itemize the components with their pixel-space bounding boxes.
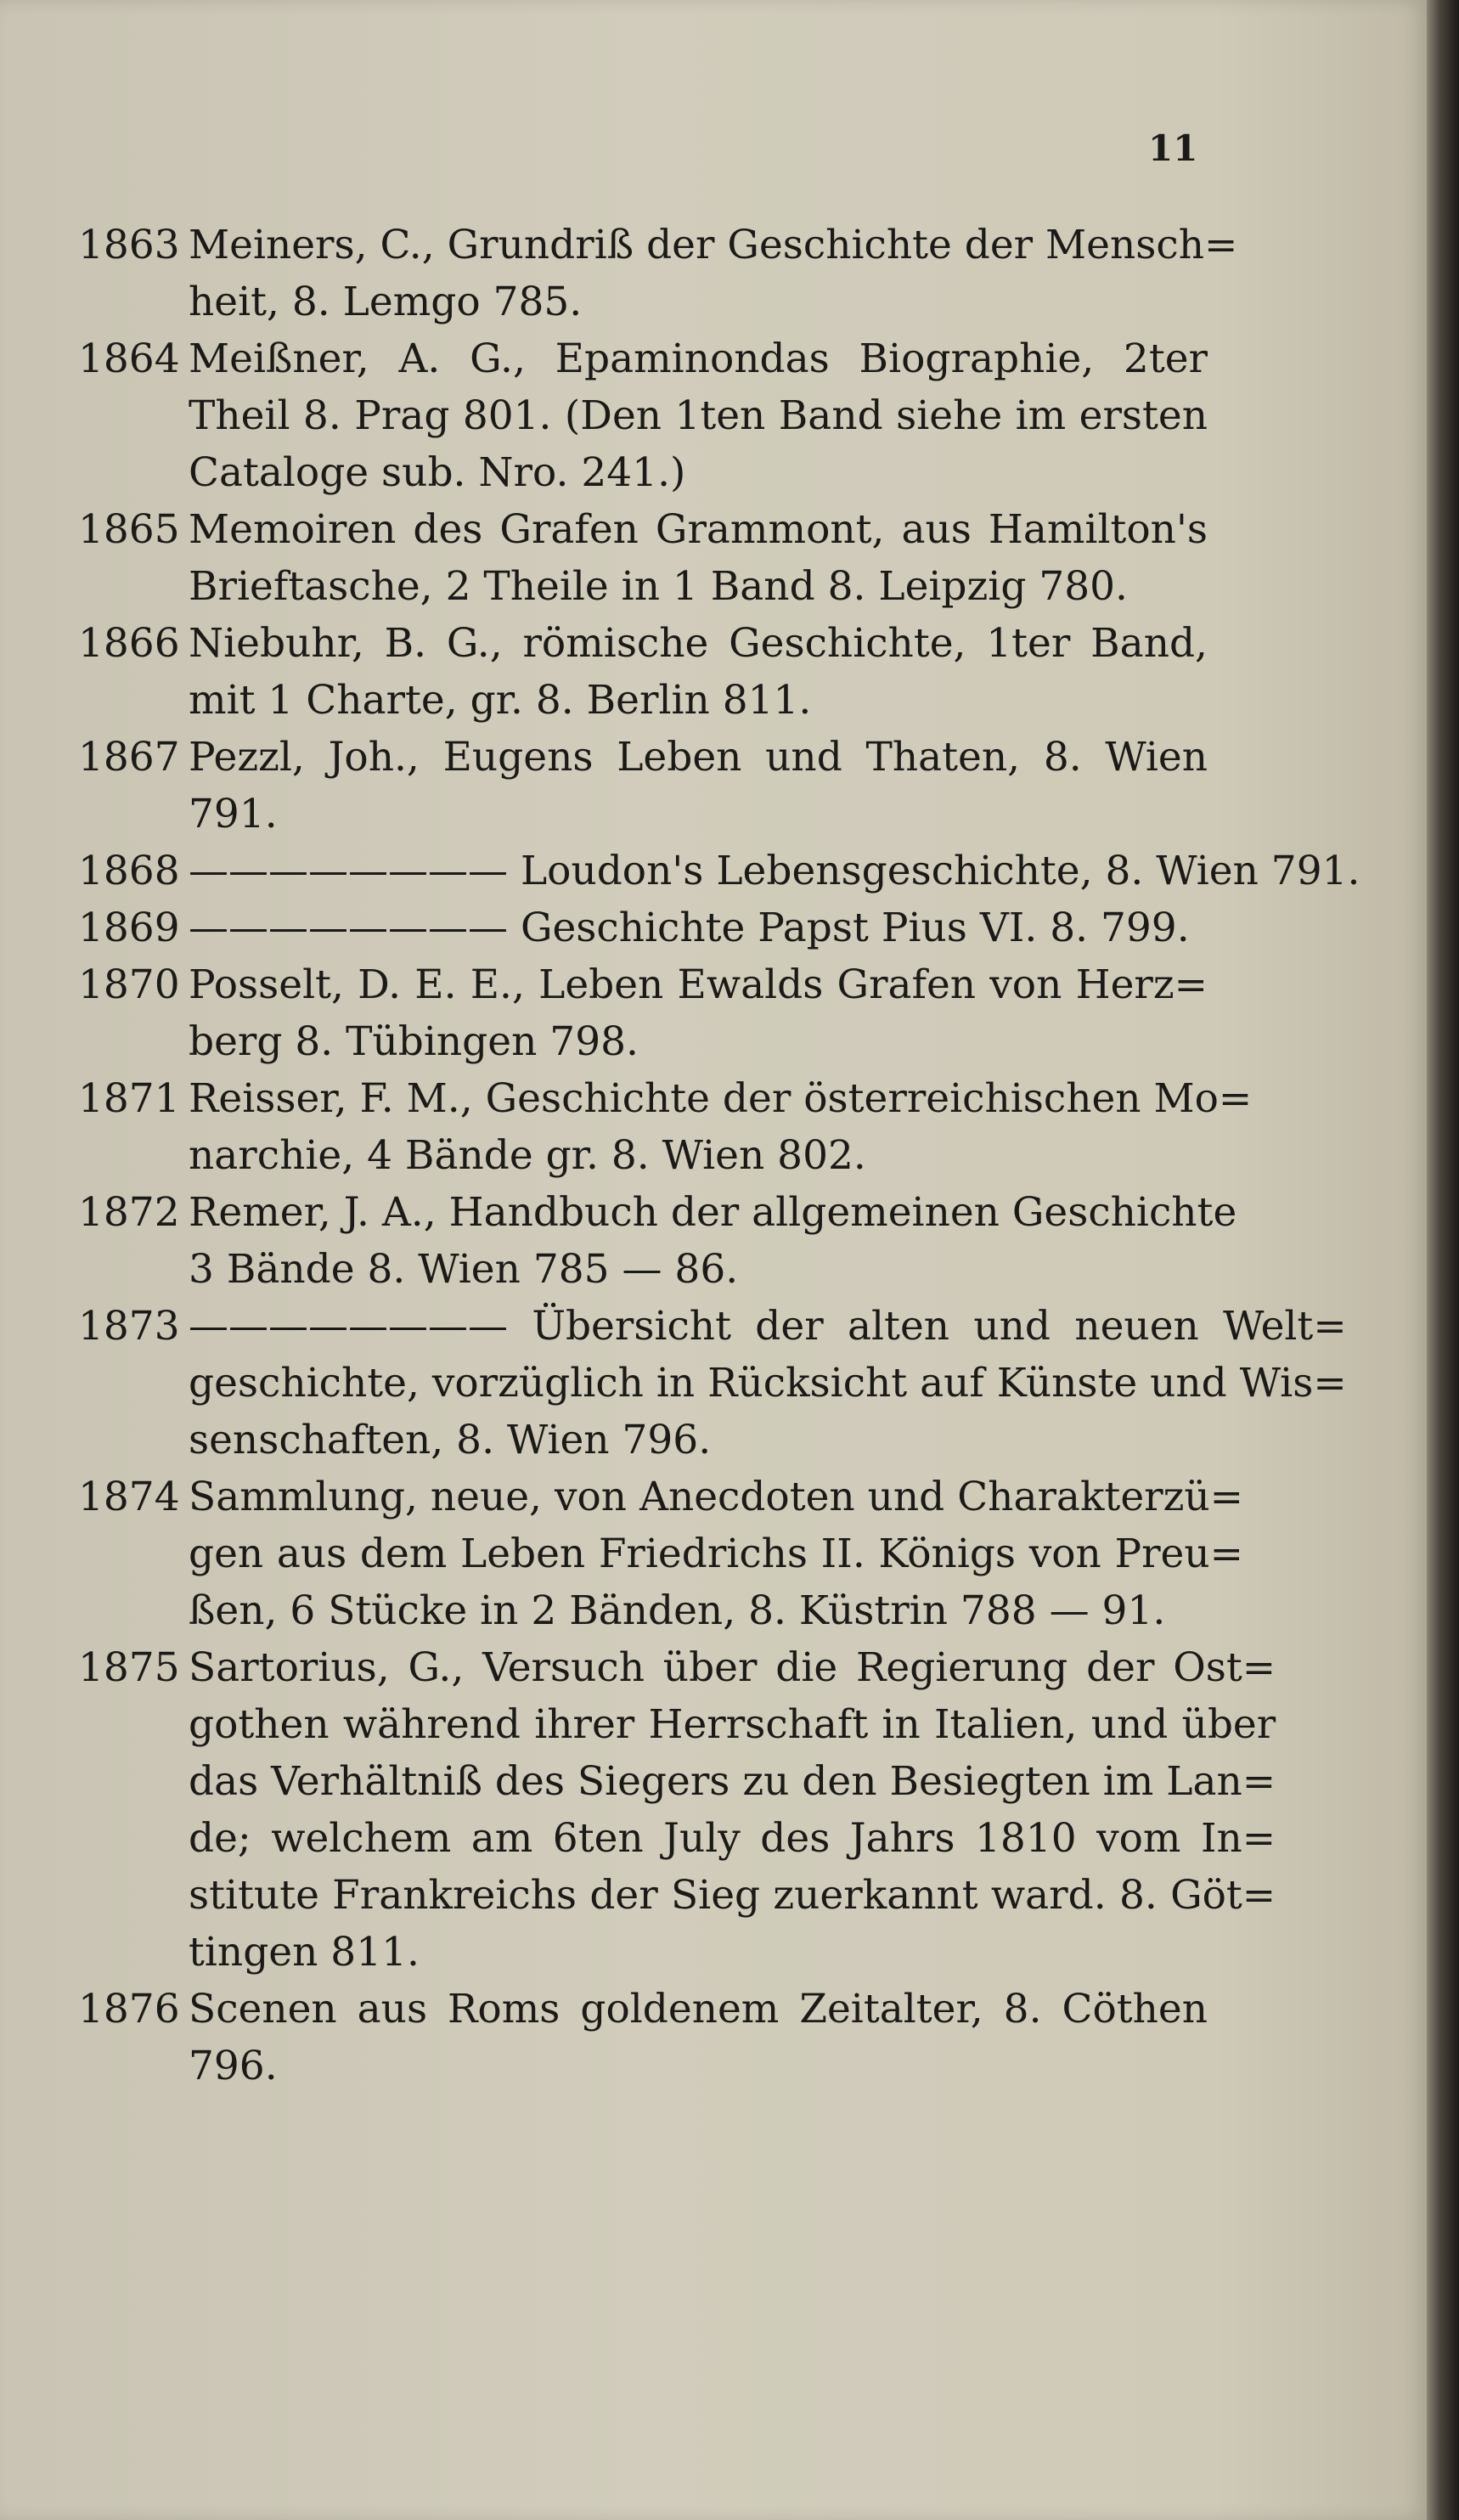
entry-line: Meiners, C., Grundriß der Geschichte der Mensch=: [189, 222, 1238, 268]
catalogue-entry: [78, 1981, 1208, 2094]
entry-line: gothen während ihrer Herrschaft in Italien, und über: [189, 1701, 1276, 1748]
entry-number: 1869: [78, 905, 180, 951]
entry-line: Cataloge sub. Nro. 241.): [189, 449, 686, 496]
entry-line: Remer, J. A., Handbuch der allgemeinen Geschichte: [189, 1189, 1237, 1236]
entry-number: 1865: [78, 506, 180, 553]
page-number: 11: [1148, 127, 1198, 169]
catalogue-entry: [78, 899, 1208, 956]
entry-line: de; welchem am 6ten July des Jahrs 1810 vom In=: [189, 1815, 1276, 1862]
entry-text: [189, 1070, 1252, 1184]
entry-number: 1867: [78, 734, 180, 781]
entry-text: [189, 1184, 1236, 1298]
entry-line: ———————— Übersicht der alten und neuen Welt=: [189, 1303, 1347, 1350]
entry-line: 796.: [189, 2043, 278, 2089]
entry-line: Sammlung, neue, von Anecdoten und Charakterzü=: [189, 1474, 1244, 1520]
entry-number: 1874: [78, 1474, 180, 1520]
catalogue-entry: [78, 1469, 1244, 1639]
catalogue-entry: [78, 330, 1208, 501]
catalogue-entry: [78, 1184, 1237, 1298]
catalogue-entry: [78, 217, 1238, 330]
entry-line: Scenen aus Roms goldenem Zeitalter, 8. Cöthen: [189, 1986, 1208, 2032]
entry-line: ßen, 6 Stücke in 2 Bänden, 8. Küstrin 788 — 91.: [189, 1587, 1166, 1634]
entry-line: Pezzl, Joh., Eugens Leben und Thaten, 8. Wien: [189, 734, 1208, 781]
catalogue-entry: [78, 956, 1208, 1070]
entry-line: Reisser, F. M., Geschichte der österreichischen Mo=: [189, 1075, 1253, 1122]
catalogue-entries: [78, 217, 1360, 2094]
entry-text: [189, 729, 1208, 843]
entry-number: 1864: [78, 335, 180, 382]
entry-text: [189, 217, 1237, 330]
entry-text: [189, 1639, 1276, 1981]
entry-line: geschichte, vorzüglich in Rücksicht auf Künste und Wis=: [189, 1360, 1347, 1407]
entry-line: Posselt, D. E. E., Leben Ewalds Grafen von Herz=: [189, 961, 1208, 1008]
entry-line: ———————— Loudon's Lebensgeschichte, 8. Wien 791.: [189, 848, 1360, 894]
entry-line: tingen 811.: [189, 1929, 420, 1976]
entry-line: heit, 8. Lemgo 785.: [189, 279, 583, 325]
catalogue-entry: [78, 843, 1360, 899]
entry-text: [189, 843, 1360, 899]
entry-text: [189, 899, 1208, 956]
entry-line: ———————— Geschichte Papst Pius VI. 8. 799.: [189, 905, 1190, 951]
entry-number: 1863: [78, 222, 180, 268]
catalogue-entry: [78, 615, 1208, 729]
entry-text: [189, 1298, 1347, 1469]
entry-number: 1875: [78, 1644, 180, 1691]
entry-line: stitute Frankreichs der Sieg zuerkannt ward. 8. Göt=: [189, 1872, 1276, 1919]
entry-text: [189, 956, 1208, 1070]
entry-line: Theil 8. Prag 801. (Den 1ten Band siehe im ersten: [189, 392, 1208, 439]
entry-line: Brieftasche, 2 Theile in 1 Band 8. Leipzig 780.: [189, 563, 1128, 610]
entry-number: 1872: [78, 1189, 180, 1236]
catalogue-entry: [78, 1298, 1347, 1469]
entry-number: 1868: [78, 848, 180, 894]
catalogue-entry: [78, 729, 1208, 843]
entry-line: 3 Bände 8. Wien 785 — 86.: [189, 1246, 739, 1293]
entry-line: das Verhältniß des Siegers zu den Besiegten im Lan=: [189, 1758, 1276, 1805]
entry-number: 1873: [78, 1303, 180, 1350]
entry-line: gen aus dem Leben Friedrichs II. Königs von Preu=: [189, 1531, 1244, 1577]
entry-number: 1870: [78, 961, 180, 1008]
entry-line: Memoiren des Grafen Grammont, aus Hamilton's: [189, 506, 1208, 553]
entry-line: Sartorius, G., Versuch über die Regierung der Ost=: [189, 1644, 1276, 1691]
entry-line: 791.: [189, 791, 278, 837]
entry-text: [189, 330, 1208, 501]
entry-line: Niebuhr, B. G., römische Geschichte, 1ter Band,: [189, 620, 1208, 667]
page-edge: [1427, 0, 1459, 2520]
entry-text: [189, 615, 1208, 729]
entry-line: berg 8. Tübingen 798.: [189, 1018, 639, 1065]
entry-line: Meißner, A. G., Epaminondas Biographie, 2ter: [189, 335, 1208, 382]
catalogue-entry: [78, 1070, 1253, 1184]
entry-text: [189, 501, 1208, 615]
entry-line: narchie, 4 Bände gr. 8. Wien 802.: [189, 1132, 866, 1179]
entry-number: 1871: [78, 1075, 180, 1122]
entry-line: mit 1 Charte, gr. 8. Berlin 811.: [189, 677, 812, 724]
entry-text: [189, 1469, 1243, 1639]
catalogue-entry: [78, 1639, 1276, 1981]
entry-text: [189, 1981, 1208, 2094]
entry-number: 1876: [78, 1986, 180, 2032]
entry-number: 1866: [78, 620, 180, 667]
entry-line: senschaften, 8. Wien 796.: [189, 1417, 712, 1463]
catalogue-entry: [78, 501, 1208, 615]
